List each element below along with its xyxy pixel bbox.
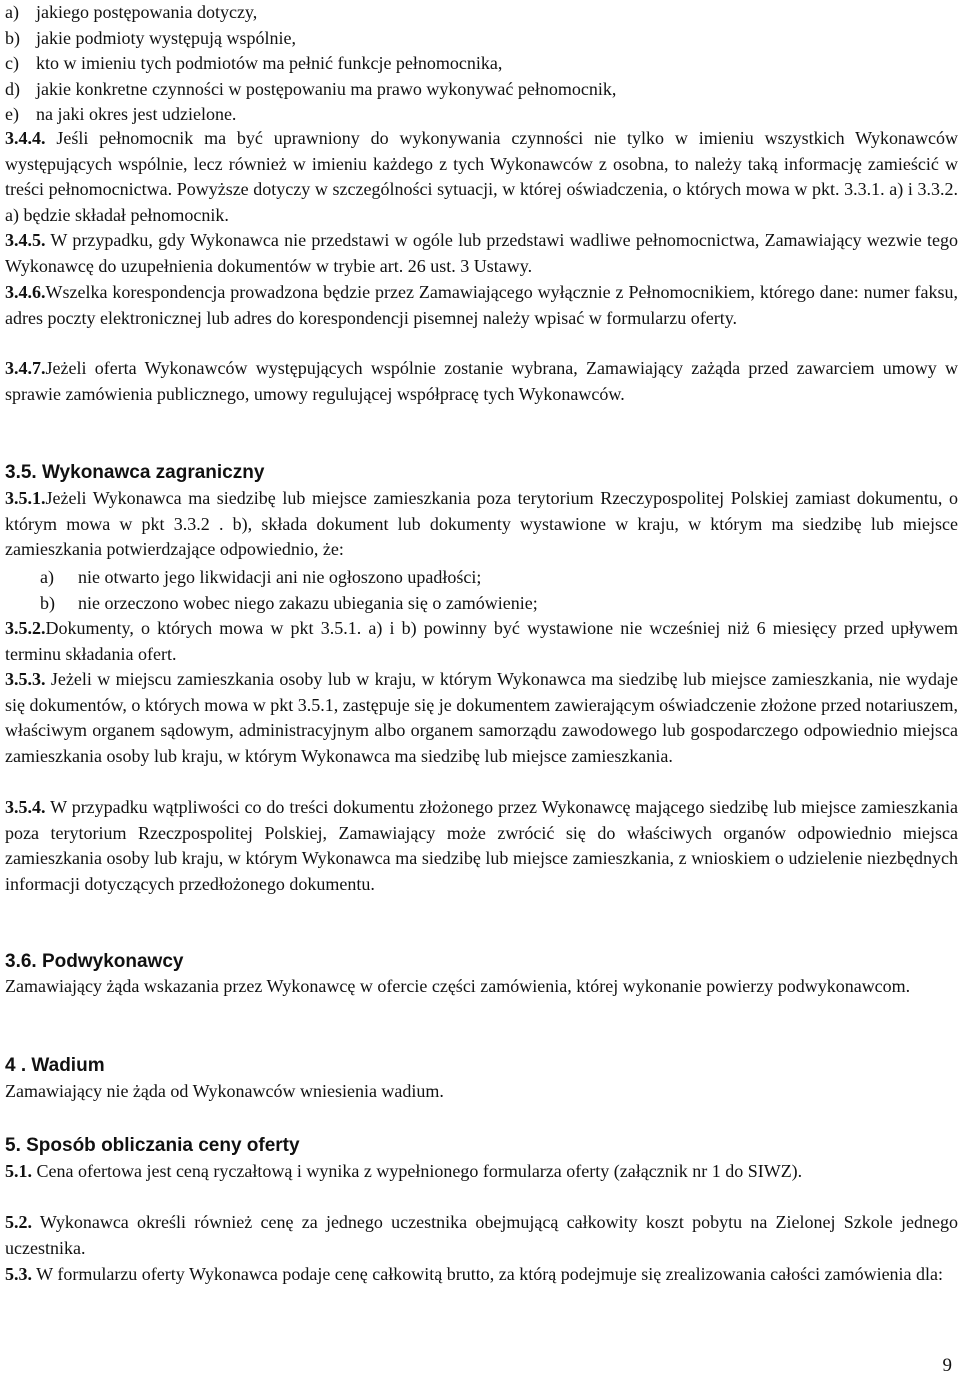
paragraph-5-3 — [5, 1262, 958, 1288]
section-number: 3.5.1. — [5, 488, 46, 508]
list-item — [5, 77, 945, 103]
paragraph-text: Jeżeli w miejscu zamieszkania osoby lub w kraju, w którym Wykonawca ma siedzibę lub miejsce zamieszkania, nie wydaje się dokumentów, o których mowa w pkt 3.5.1, zastępuje się je dokumentem zawierającym oświadczenie złożone przed notariuszem, właściwym organem sądowym, administracyjnym albo organem samorządu zawodowego lub gospodarczego odpowiednio miejsca zamieszkania osoby lub kraju, w którym Wykonawca ma siedzibę lub miejsce zamieszkania. — [5, 669, 959, 766]
section-heading-4: 4 . Wadium — [5, 1055, 105, 1076]
list-text: nie orzeczono wobec niego zakazu ubiegania się o zamówienie; — [78, 592, 538, 613]
section-heading-3-5: 3.5. Wykonawca zagraniczny — [5, 462, 265, 483]
section-heading-3-6: 3.6. Podwykonawcy — [5, 951, 184, 972]
paragraph-4: Zamawiający nie żąda od Wykonawców wniesienia wadium. — [5, 1081, 444, 1101]
list-marker: b) — [5, 27, 20, 48]
paragraph-text: W formularzu oferty Wykonawca podaje cenę całkowitą brutto, za którą podejmuje się zrealizowania całości zamówienia dla: — [32, 1264, 944, 1284]
list-item — [5, 102, 945, 128]
section-number: 3.5.4. — [5, 797, 46, 817]
section-number: 5.1. — [5, 1161, 32, 1181]
paragraph-text: Wszelka korespondencja prowadzona będzie przez Zamawiającego wyłącznie z Pełnomocnikiem, którego dane: numer faksu, adres poczty elektronicznej lub adres do korespondencji pisemnej należy wpisać w formularzu oferty. — [5, 282, 958, 328]
section-number: 3.4.7. — [5, 358, 46, 378]
paragraph-3-4-7 — [5, 356, 958, 407]
paragraph-3-4-5 — [5, 228, 958, 279]
section-number: 3.4.4. — [5, 128, 46, 148]
paragraph-3-5-1 — [5, 486, 958, 563]
list-marker: b) — [40, 592, 55, 613]
list-marker: e) — [5, 104, 19, 124]
section-number: 3.5.2. — [5, 618, 46, 638]
paragraph-5-1 — [5, 1159, 958, 1185]
section-number: 3.4.6. — [5, 282, 46, 302]
section-heading-5: 5. Sposób obliczania ceny oferty — [5, 1135, 300, 1156]
paragraph-text: Jeżeli Wykonawca ma siedzibę lub miejsce zamieszkania poza terytorium Rzeczypospolitej Polskiej zamiast dokumentu, o którym mowa w pkt 3.3.2 . b), składa dokument lub dokumenty wystawione w kraju, w którym ma siedzibę lub miejsce zamieszkania potwierdzające odpowiednio, że: — [5, 488, 958, 560]
paragraph-3-5-4 — [5, 795, 958, 897]
list-text: jakie podmioty występują wspólnie, — [36, 27, 296, 48]
paragraph-3-4-6 — [5, 280, 958, 331]
paragraph-text: W przypadku, gdy Wykonawca nie przedstawi w ogóle lub przedstawi wadliwe pełnomocnictwa, Zamawiający wezwie tego Wykonawcę do uzupełnienia dokumentów w trybie art. 26 ust. 3 Ustawy. — [5, 230, 958, 276]
paragraph-text: Cena ofertowa jest ceną ryczałtową i wynika z wypełnionego formularza oferty (załącznik nr 1 do SIWZ). — [32, 1161, 803, 1181]
section-number: 3.4.5. — [5, 230, 46, 250]
condition-list — [40, 565, 960, 616]
list-marker: a) — [5, 2, 19, 22]
list-text: na jaki okres jest udzielone. — [36, 104, 237, 124]
list-text: nie otwarto jego likwidacji ani nie ogłoszono upadłości; — [78, 567, 482, 587]
list-text: jakie konkretne czynności w postępowaniu ma prawo wykonywać pełnomocnik, — [36, 78, 617, 99]
page-number: 9 — [942, 1355, 952, 1376]
section-number: 5.2. — [5, 1212, 32, 1232]
section-number: 3.5.3. — [5, 669, 46, 689]
paragraph-3-6: Zamawiający żąda wskazania przez Wykonawcę w ofercie części zamówienia, której wykonanie powierzy podwykonawcom. — [5, 976, 911, 996]
scope-list — [5, 0, 945, 128]
paragraph-3-5-3 — [5, 667, 958, 769]
paragraph-3-4-4 — [5, 126, 958, 228]
list-text: kto w imieniu tych podmiotów ma pełnić funkcje pełnomocnika, — [36, 53, 503, 73]
section-number: 5.3. — [5, 1264, 32, 1284]
paragraph-text: Wykonawca określi również cenę za jednego uczestnika obejmującą całkowity koszt pobytu na Zielonej Szkole jednego uczestnika. — [5, 1212, 958, 1258]
paragraph-3-5-2 — [5, 616, 958, 667]
list-marker: d) — [5, 78, 20, 99]
list-marker: c) — [5, 53, 19, 73]
list-item — [40, 565, 960, 591]
list-marker: a) — [40, 567, 54, 587]
paragraph-text: W przypadku wątpliwości co do treści dokumentu złożonego przez Wykonawcę mającego siedzibę lub miejsce zamieszkania poza terytorium Rzeczpospolitej Polskiej, Zamawiający może zwrócić się do właściwych organów odpowiednio miejsca zamieszkania osoby lub kraju, w którym Wykonawca ma siedzibę lub miejsce zamieszkania, z wnioskiem o udzielenie niezbędnych informacji dotyczących przedłożonego dokumentu. — [5, 797, 958, 894]
paragraph-5-2 — [5, 1210, 958, 1261]
list-item — [40, 591, 960, 617]
list-item — [5, 0, 945, 26]
list-item — [5, 26, 945, 52]
paragraph-text: Jeżeli oferta Wykonawców występujących wspólnie zostanie wybrana, Zamawiający zażąda przed zawarciem umowy w sprawie zamówienia publicznego, umowy regulującej współpracę tych Wykonawców. — [5, 358, 958, 404]
paragraph-text: Jeśli pełnomocnik ma być uprawniony do wykonywania czynności nie tylko w imieniu wszystkich Wykonawców występujących wspólnie, lecz również w imieniu każdego z tych Wykonawców z osobna, to należy taką informację zamieścić w treści pełnomocnictwa. Powyższe dotyczy w szczególności sytuacji, w której oświadczenia, o których mowa w pkt. 3.3.1. a) i 3.3.2. a) będzie składał pełnomocnik. — [5, 128, 958, 225]
list-item — [5, 51, 945, 77]
list-text: jakiego postępowania dotyczy, — [36, 2, 258, 22]
paragraph-text: Dokumenty, o których mowa w pkt 3.5.1. a) i b) powinny być wystawione nie wcześniej niż 6 miesięcy przed upływem terminu składania ofert. — [5, 618, 958, 664]
